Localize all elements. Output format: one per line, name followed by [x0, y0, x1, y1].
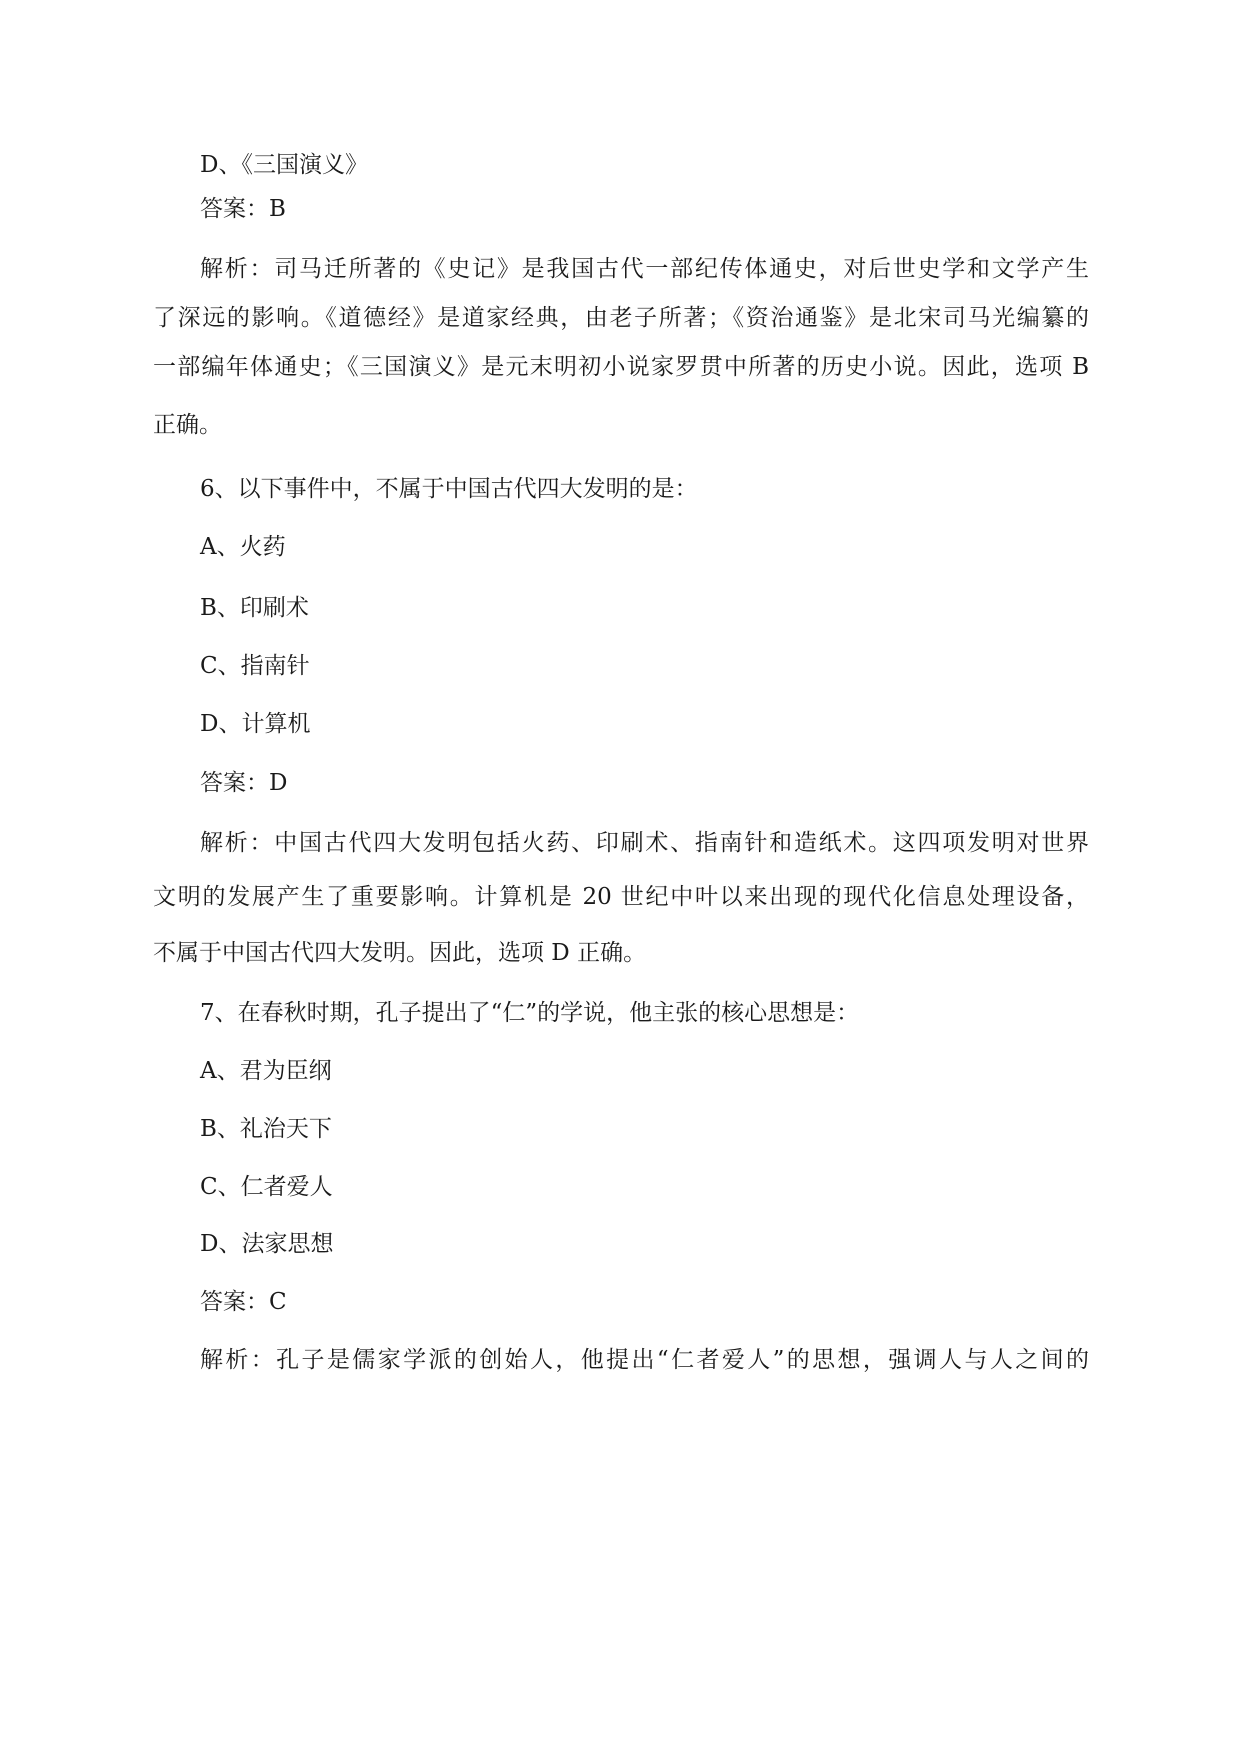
q5-explanation-line-4: 正确。	[153, 412, 222, 438]
q7-option-b: B、礼治天下	[200, 1116, 332, 1142]
q6-explanation-line-2: 文明的发展产生了重要影响。计算机是 20 世纪中叶以来出现的现代化信息处理设备，	[153, 884, 1089, 910]
q7-answer: 答案：C	[200, 1289, 287, 1315]
q5-option-d: D、《三国演义》	[200, 152, 368, 178]
q6-explanation-line-3: 不属于中国古代四大发明。因此，选项 D 正确。	[153, 940, 647, 966]
q7-explanation-line-1: 解析：孔子是儒家学派的创始人，他提出“仁者爱人”的思想，强调人与人之间的	[200, 1347, 1089, 1373]
q5-explanation-line-2: 了深远的影响。《道德经》是道家经典，由老子所著；《资治通鉴》是北宋司马光编纂的	[153, 305, 1089, 331]
q5-explanation-line-3: 一部编年体通史；《三国演义》是元末明初小说家罗贯中所著的历史小说。因此，选项 B	[153, 354, 1089, 380]
q6-answer: 答案：D	[200, 770, 288, 796]
q7-option-c: C、仁者爱人	[200, 1174, 333, 1200]
q5-explanation-line-1: 解析：司马迁所著的《史记》是我国古代一部纪传体通史，对后世史学和文学产生	[200, 256, 1089, 282]
q7-option-d: D、法家思想	[200, 1231, 334, 1257]
q6-explanation-line-1: 解析：中国古代四大发明包括火药、印刷术、指南针和造纸术。这四项发明对世界	[200, 830, 1089, 856]
q6-option-a: A、火药	[200, 534, 286, 560]
q6-option-d: D、计算机	[200, 711, 311, 737]
q6-question: 6、以下事件中，不属于中国古代四大发明的是：	[200, 476, 698, 502]
q6-option-c: C、指南针	[200, 653, 310, 679]
q7-question: 7、在春秋时期，孔子提出了“仁”的学说，他主张的核心思想是：	[200, 1000, 860, 1026]
q6-option-b: B、印刷术	[200, 595, 309, 621]
q5-answer: 答案：B	[200, 196, 286, 222]
q7-option-a: A、君为臣纲	[200, 1058, 332, 1084]
